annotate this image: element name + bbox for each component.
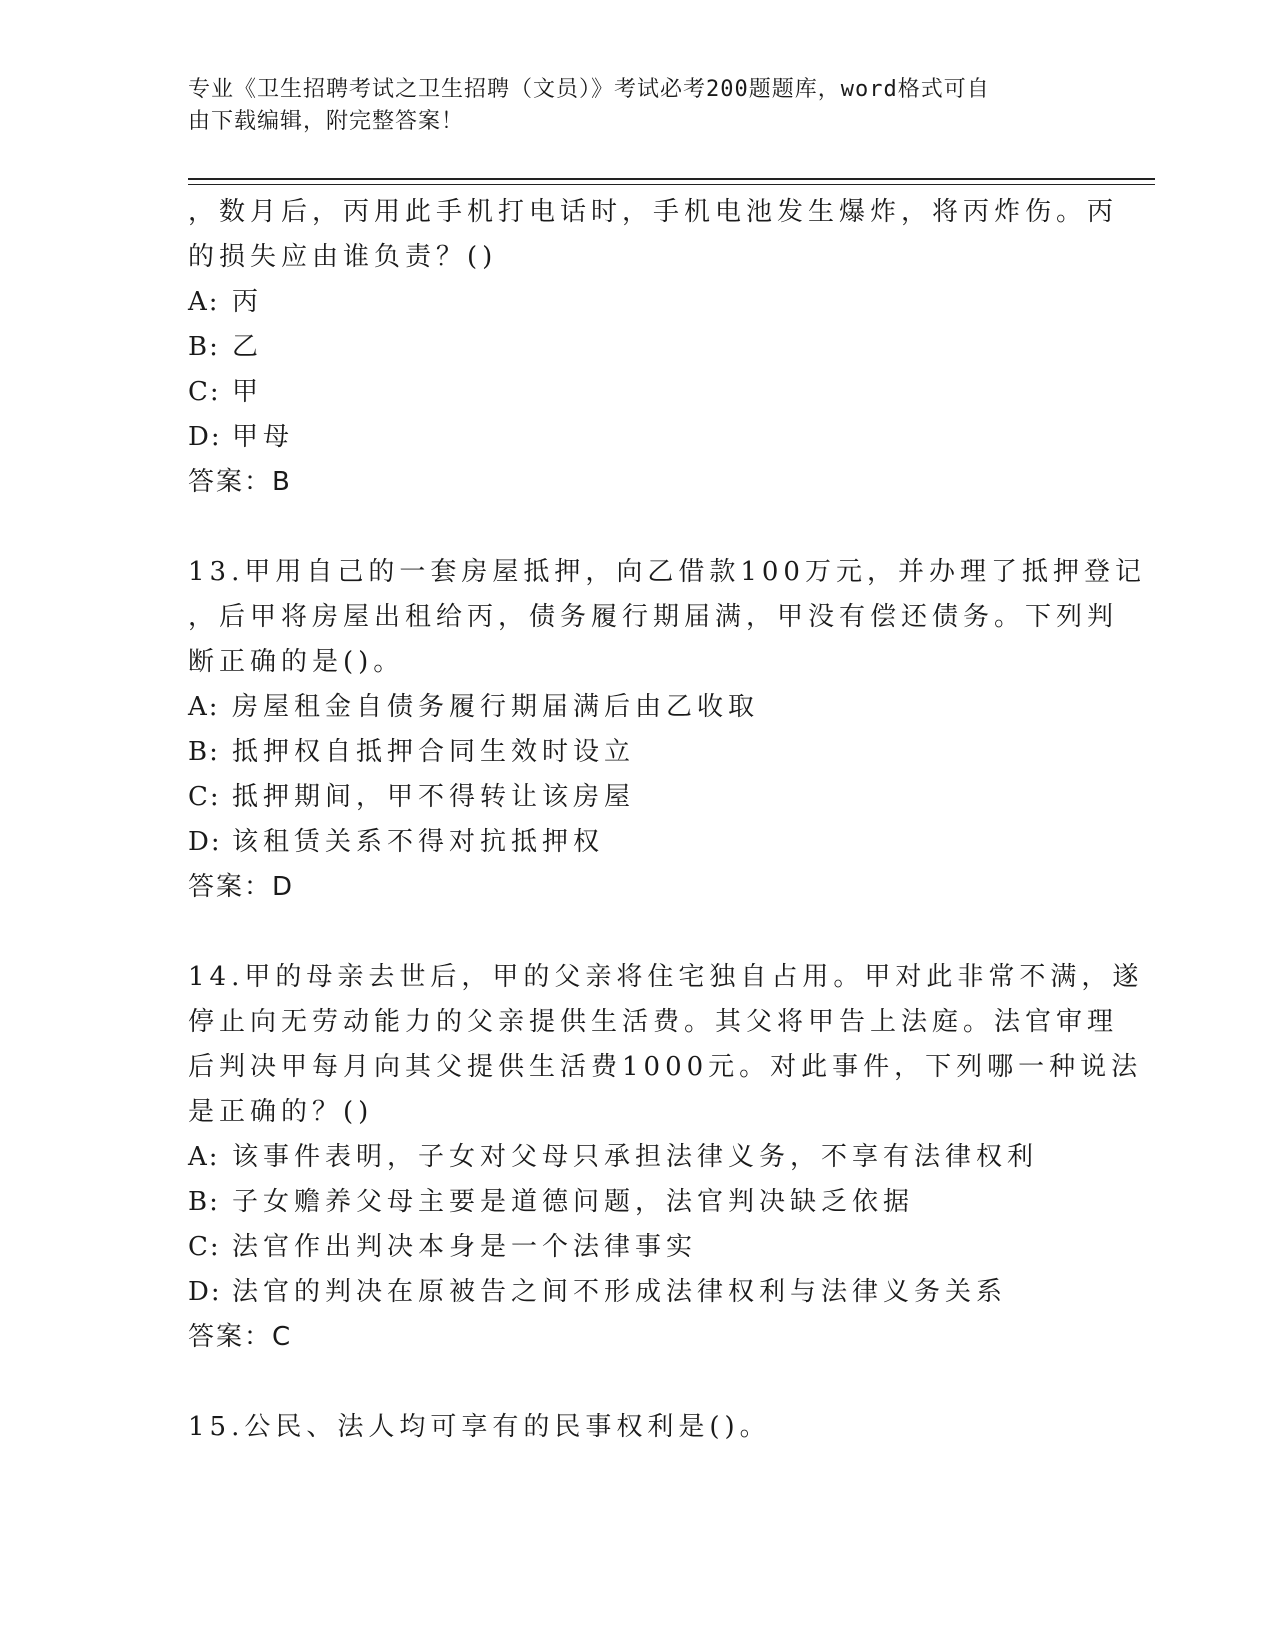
- option-text: 该租赁关系不得对抗抵押权: [232, 827, 605, 857]
- answer-line: 答案：D: [188, 872, 295, 902]
- option-b: [188, 1180, 1088, 1225]
- answer-line: 答案：C: [188, 1322, 293, 1352]
- option-a: [188, 1135, 1088, 1180]
- option-b: [188, 325, 1088, 370]
- option-key: C:: [188, 782, 221, 812]
- header-divider-thin: [188, 184, 1155, 185]
- option-b: [188, 730, 1088, 775]
- question-list: [188, 190, 1146, 1450]
- option-text: 甲: [232, 377, 264, 407]
- question-12: [188, 190, 1119, 505]
- option-c: [188, 775, 1088, 820]
- option-key: B:: [188, 1187, 220, 1217]
- option-d: [188, 415, 1088, 460]
- question-text-line: 13.甲用自己的一套房屋抵押，向乙借款100万元，并办理了抵押登记: [188, 557, 1146, 587]
- question-text-line: 15.公民、法人均可享有的民事权利是()。: [188, 1412, 771, 1442]
- question-text-line: 后判决甲每月向其父提供生活费1000元。对此事件，下列哪一种说法: [188, 1052, 1143, 1082]
- header-divider-thick: [188, 178, 1155, 180]
- option-key: C:: [188, 377, 221, 407]
- question-text-line: 14.甲的母亲去世后，甲的父亲将住宅独自占用。甲对此非常不满，遂: [188, 962, 1144, 992]
- option-text: 乙: [232, 332, 264, 362]
- question-text-line: 断正确的是()。: [188, 647, 405, 677]
- option-key: D:: [188, 422, 222, 452]
- option-key: D:: [188, 1277, 222, 1307]
- question-text-line: ，数月后，丙用此手机打电话时，手机电池发生爆炸，将丙炸伤。丙: [188, 197, 1119, 227]
- option-key: A:: [188, 692, 220, 722]
- question-13: [188, 550, 1146, 910]
- question-text-line: ，后甲将房屋出租给丙，债务履行期届满，甲没有偿还债务。下列判: [188, 602, 1119, 632]
- question-text-line: 停止向无劳动能力的父亲提供生活费。其父将甲告上法庭。法官审理: [188, 1007, 1119, 1037]
- option-text: 该事件表明，子女对父母只承担法律义务，不享有法律权利: [232, 1142, 1039, 1172]
- option-text: 甲母: [232, 422, 295, 452]
- option-key: C:: [188, 1232, 221, 1262]
- option-key: A:: [188, 287, 220, 317]
- question-14: [188, 955, 1144, 1360]
- question-spacer: [188, 505, 1088, 550]
- option-d: [188, 820, 1088, 865]
- question-text-line: 的损失应由谁负责？(): [188, 242, 498, 272]
- header-line-1: 专业《卫生招聘考试之卫生招聘（文员）》考试必考200题题库，word格式可自: [188, 77, 990, 102]
- option-text: 抵押期间，甲不得转让该房屋: [232, 782, 636, 812]
- option-text: 房屋租金自债务履行期届满后由乙收取: [232, 692, 760, 722]
- option-text: 抵押权自抵押合同生效时设立: [232, 737, 636, 767]
- question-15: [188, 1405, 1088, 1450]
- option-text: 法官作出判决本身是一个法律事实: [232, 1232, 698, 1262]
- option-a: [188, 685, 1088, 730]
- option-text: 丙: [232, 287, 264, 317]
- option-text: 法官的判决在原被告之间不形成法律权利与法律义务关系: [232, 1277, 1008, 1307]
- option-c: [188, 370, 1088, 415]
- answer-line: 答案：B: [188, 467, 292, 497]
- option-d: [188, 1270, 1088, 1315]
- document-header: [188, 74, 1068, 138]
- question-spacer: [188, 1360, 1088, 1405]
- option-key: D:: [188, 827, 222, 857]
- option-key: A:: [188, 1142, 220, 1172]
- option-c: [188, 1225, 1088, 1270]
- question-spacer: [188, 910, 1088, 955]
- option-text: 子女赡养父母主要是道德问题，法官判决缺乏依据: [232, 1187, 915, 1217]
- question-text-line: 是正确的？(): [188, 1097, 374, 1127]
- header-line-2: 由下载编辑，附完整答案！: [188, 109, 465, 134]
- option-key: B:: [188, 737, 220, 767]
- option-key: B:: [188, 332, 220, 362]
- option-a: [188, 280, 1088, 325]
